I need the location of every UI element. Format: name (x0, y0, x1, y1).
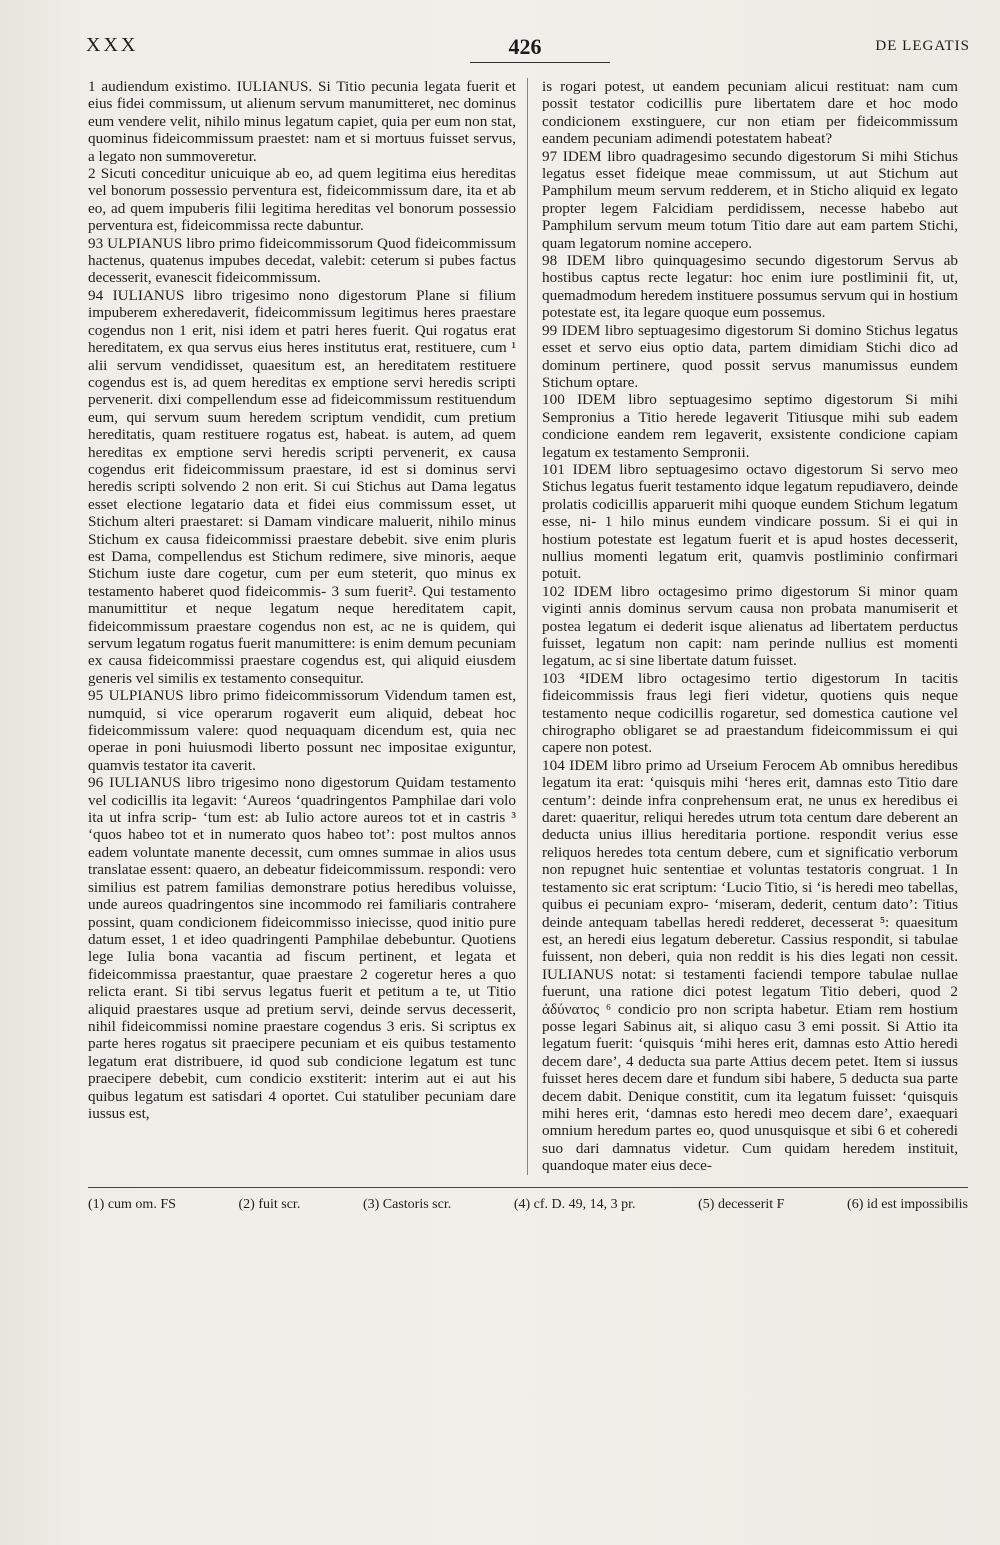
right-column (542, 78, 958, 1175)
footnote-4: (4) cf. D. 49, 14, 3 pr. (513, 1197, 636, 1212)
footnote-5: (5) decesserit F (698, 1197, 785, 1212)
footnotes (88, 1197, 968, 1213)
paragraph-right-100: 100 IDEM libro septuagesimo septimo digestorum Si mihi Sempronius a Titio herede legaverit Titiusque mihi sub eadem condicione eandem rem legaverit, exsistente condicione capiam legatum ex testamento Sempronii. (542, 391, 958, 461)
footnote-1: (1) cum om. FS (88, 1197, 176, 1212)
page-number: 426 (508, 34, 542, 59)
footnote-6: (6) id est impossibilis (847, 1197, 968, 1212)
paragraph-right-99: 99 IDEM libro septuagesimo digestorum Si domino Stichus legatus esset et servo eius optio data, partem dimidiam Stichi dico ad dominum pertinere, quod possit servus manumissus eundem Stichum optare. (542, 321, 958, 391)
column-divider (527, 78, 528, 1175)
footnote-rule (88, 1187, 968, 1188)
paragraph-right-101: 101 IDEM libro septuagesimo octavo digestorum Si servo meo Stichus legatus fuerit testamento idque legatum repudiavero, deinde prolatis codicillis apparuerit mihi quoque eundem Stichum legatum esse, ni- 1 hilo minus eundem vindicare possum. Si ei qui in hostium potestate est legatum fuerit et is apud hostes decesserit, nullius momenti legatum erit, quamvis postliminio confirmari potuit. (542, 460, 958, 583)
paragraph-right-102: 102 IDEM libro octagesimo primo digestorum Si minor quam viginti annis dominus servum causa non probata manumiserit et postea legatum ei dederit isque alienatus ad libertatem perductus fuisset, legatum non capit: nam perinde nullius est momenti legatum, ac si sine libertate datum fuisset. (542, 582, 958, 670)
left-column (88, 78, 516, 1122)
paragraph-right-103: 103 ⁴IDEM libro octagesimo tertio digestorum In tacitis fideicommissis fraus legi fieri videtur, quotiens quis neque testamento neque codicillis rogaretur, sed domestica cautione vel chirographo obligaret se ad praestandum fideicommissum ei qui capere non potest. (542, 669, 958, 757)
paragraph-right-104: 104 IDEM libro primo ad Urseium Ferocem Ab omnibus heredibus legatum ita erat: ‘quisquis mihi ‘heres erit, damnas esto Titio dare centum’: deinde infra conprehensum erat, ne unus ex heredibus ei daret: quaeritur, reliqui heredes utrum tota centum dare deberent an deducta unius illius hereditaria portione. respondit verius esse reliquos heredes tota centum debere, cum et significatio verborum non repugnet huic sententiae et voluntas testatoris congruat. 1 In testamento sic erat scriptum: ‘Lucio Titio, si ‘is heredi meo tabellas, quibus ei pecuniam expro- ‘miseram, dederit, centum dato’: Titius deinde antequam tabellas heredi redderet, decesserat ⁵: quaesitum est, an heredi eius legatum deberetur. Cassius respondit, si tabulae fuissent, non deberi, quia non reddit is his dies legati non cessit. IULIANUS notat: si testamenti faciendi tempore tabulae nullae fuerunt, una ratione dici potest legatum Titio deberi, quod 2 ἀδύνατος ⁶ condicio pro non scripta habetur. Etiam rem hostium posse legari Sabinus ait, si aliquo casu 3 emi possit. Si Attio ita legatum fuerit: ‘quisquis ‘mihi heres erit, damnas esto Attio heredi decem dare’, 4 deducta sua parte Attius decem petet. Item si iussus fuisset heres decem dare et fundum sibi habere, 5 deducta sua parte decem dabit. Denique constitit, cum ita legatum fuisset: ‘quisquis mihi heres erit, ‘damnas esto heredi meo decem dare’, exaequari omnium heredum partes eo, quod unusquisque et sibi 6 et coheredi suo dari damnatus videtur. Cum quidam heredem instituit, quandoque mater eius dece- (542, 756, 958, 1175)
paragraph-left-93: 93 ULPIANUS libro primo fideicommissorum Quod fideicommissum hactenus, quatenus impubes decedat, valebit: ceterum si pubes factus decesserit, evanescit fideicommissum. (88, 234, 516, 287)
header-rule (470, 62, 610, 63)
paragraph-right-98: 98 IDEM libro quinquagesimo secundo digestorum Servus ab hostibus captus recte legatur: hoc enim iure postliminii fit, ut, quemadmodum heredem instituere possumus servum qui in hostium potestate est, ita legare quoque eum possemus. (542, 252, 958, 322)
paragraph-left-2: 2 Sicuti conceditur unicuique ab eo, ad quem legitima eius hereditas vel bonorum possessio perventura est, fideicommissum dare, ita et ab eo, ad quem impuberis filii legitima hereditas vel bonorum possessio perventura est, fideicommissa recte dabuntur. (88, 165, 516, 235)
paragraph-left-94: 94 IULIANUS libro trigesimo nono digestorum Plane si filium impuberem exheredaverit, fideicommissum legitimus heres praestare cogendus non 1 erit, nisi idem et patri heres fuerit. Qui rogatus erat hereditatem, ex qua servus eius heres institutus erat, restituere, cum ¹ alii servum vendidisset, quaesitum est, an hereditatem restituere cogendus est is, ad quem hereditas ex emptione servi heredis scripti pervenerit. dixi compellendum esse ad fideicommissum restituendum eum, qui servum suum heredem scriptum vendidit, cum pretium hereditatis, quam restituere rogatus est, habeat. is autem, ad quem hereditas ex emptione servi heredis scripti pervenerit, ex causa cogendus erit fideicommissum praestare, id est si dominus servi heredis scripti solvendo 2 non erit. Si cui Stichus aut Dama legatus esset electione legatario data et fidei eius commissum esset, ut Stichum alteri praestaret: si Damam vindicare maluerit, nihilo minus Stichum ex causa fideicommissi praestare debebit. sive enim pluris est Dama, compellendus est Stichum redimere, sive minoris, aeque Stichum iuste dare cogetur, cum per eum steterit, quo minus ex testamento haberet quod fideicommis- 3 sum fuerit². Qui testamento manumittitur et neque legatum neque hereditatem capit, fideicommissum praestare cogendus non est, ac ne is quidem, qui servum legatum rogatus fuerit manumittere: is enim demum pecuniam ex causa fideicommissi praestare cogendus est, qui aliquid eiusdem generis vel similis ex testamento consequitur. (88, 286, 516, 687)
running-head-left: XXX (86, 34, 139, 56)
paragraph-right-cont: is rogari potest, ut eandem pecuniam alicui restituat: nam cum possit testator codicillis pure libertatem dare et hoc modo condicionem exstinguere, cur non etiam per fideicommissum eandem pecuniam adimendi potestatem habeat? (542, 78, 958, 148)
paragraph-left-1: 1 audiendum existimo. IULIANUS. Si Titio pecunia legata fuerit et eius fidei commissum, ut alienum servum manumitteret, nec dominus eum vendere velit, nihilo minus legatum capiet, quia per eum non stat, quominus fideicommissum praestet: nam et si mortuus fuisset servus, a legato non summoveretur. (88, 78, 516, 165)
running-head-right: DE LEGATIS (875, 38, 970, 54)
paragraph-right-97: 97 IDEM libro quadragesimo secundo digestorum Si mihi Stichus legatus esset fideique meae commissum, ut aut Stichum aut Pamphilum meum servum redderem, et in Sticho aliquid ex legato propter legem Falcidiam perdidissem, necesse habebo aut Pamphilum servum meum totum Titio dare aut eam partem Stichi, quam legatorum nomine accepero. (542, 147, 958, 252)
footnote-2: (2) fuit scr. (238, 1197, 301, 1212)
footnote-3: (3) Castoris scr. (362, 1197, 452, 1212)
paragraph-left-95: 95 ULPIANUS libro primo fideicommissorum Videndum tamen est, numquid, si vice operarum rogaverit eum aliquid, debeat hoc fideicommissum valere: quod nequaquam dicendum est, quia nec operae in poni huiusmodi liberto possunt nec impositae exiguntur, quamvis testator ita caverit. (88, 687, 516, 774)
paragraph-left-96: 96 IULIANUS libro trigesimo nono digestorum Quidam testamento vel codicillis ita legavit: ‘Aureos ‘quadringentos Pamphilae dari volo ita ut infra scrip- ‘tum est: ab Iulio actore aureos tot et in castris ³ ‘quos habeo tot et in numerato quos habeo tot’: post multos annos eadem voluntate manente decessit, cum omnes summae in alios usus translatae essent: quaero, an debeatur fideicommissum. respondi: vero similius est patrem familias demonstrare potius heredibus voluisse, unde aureos quadringentos sine incommodo rei familiaris contrahere possint, quam condicionem fideicommisso iniecisse, quod initio pure datum esset, 1 et ideo quadringenti Pamphilae debebuntur. Quotiens lege Iulia bona vacantia ad fiscum pertinent, et legata et fideicommissa praestantur, quae praestare 2 cogeretur heres a quo relicta erant. Si tibi servus legatus fuerit et petitum a te, ut Titio aliquid praestares usque ad pretium servi, deinde servus decesserit, nihil fideicommissi nomine praestare cogendus 3 eris. Si scriptus ex parte heres rogatus sit praecipere pecuniam et eis quibus testamento legatum erat distribuere, id quod sub condicione legatum est tunc praecipere debebit, cum condicio exstiterit: interim aut ei aut his quibus legatum est satisdari 4 oportet. Cui statuliber pecuniam dare iussus est, (88, 774, 516, 1122)
